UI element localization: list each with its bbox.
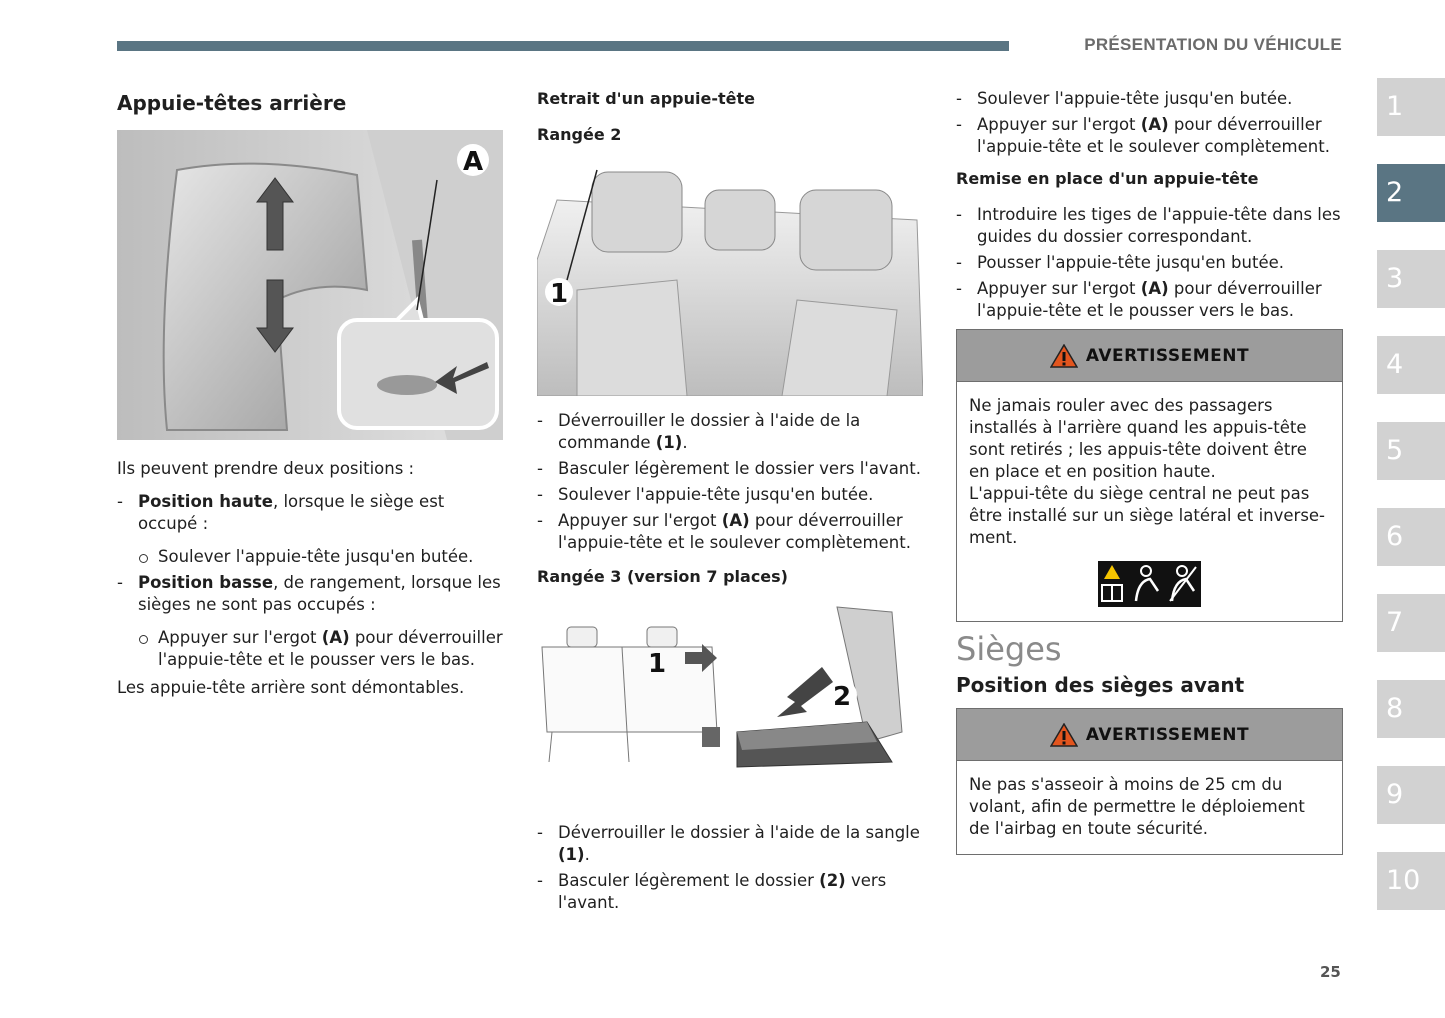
- row-heading: Rangée 3 (version 7 places): [537, 567, 788, 586]
- figure-callout-1: 1: [647, 649, 667, 679]
- row2-steps: [537, 410, 923, 554]
- chapter-title: Sièges: [956, 630, 1062, 668]
- warning-title: AVERTISSEMENT: [1085, 345, 1250, 366]
- warning-box: [956, 708, 1343, 855]
- list-item: - Introduire les tiges de l'appuie-tête dans les guides du dossier correspondant.: [956, 204, 1343, 248]
- figure-callout-a: A: [462, 147, 484, 177]
- section-title: PRÉSENTATION DU VÉHICULE: [1084, 35, 1342, 54]
- list-item: [117, 491, 503, 535]
- header-rule: [117, 41, 1009, 51]
- chapter-tab-6[interactable]: 6: [1377, 508, 1445, 566]
- warning-header: [957, 330, 1342, 382]
- list-item: - Appuyer sur l'ergot (A) pour déverrouiller l'appuie-tête et le soulever complètement.: [537, 510, 923, 554]
- row-heading: Rangée 2: [537, 125, 622, 144]
- bold-term: Position basse: [138, 573, 274, 592]
- chapter-tab-1[interactable]: 1: [1377, 78, 1445, 136]
- section-heading: Position des sièges avant: [956, 673, 1245, 697]
- figure-callout-2: 2: [832, 682, 852, 712]
- warning-body: [957, 761, 1342, 854]
- item-text: , lorsque le siège est occupé :: [138, 492, 445, 533]
- page-number: 25: [1320, 963, 1341, 981]
- chapter-tab-2[interactable]: 2: [1377, 164, 1445, 222]
- chapter-tab-5[interactable]: 5: [1377, 422, 1445, 480]
- warning-triangle-icon: [1050, 723, 1078, 747]
- warning-title: AVERTISSEMENT: [1085, 724, 1250, 745]
- list-item: - Basculer légèrement le dossier vers l'avant.: [537, 458, 923, 480]
- positions-list: [117, 491, 503, 535]
- chapter-tab-9[interactable]: 9: [1377, 766, 1445, 824]
- remise-steps: [956, 204, 1343, 322]
- list-item: Soulever l'appuie-tête jusqu'en butée.: [117, 546, 503, 568]
- chapter-tab-4[interactable]: 4: [1377, 336, 1445, 394]
- list-item: - Déverrouiller le dossier à l'aide de la commande (1).: [537, 410, 923, 454]
- column-2: [537, 88, 923, 918]
- rear-seat-row2-illustration: [537, 160, 923, 396]
- chapter-tab-3[interactable]: 3: [1377, 250, 1445, 308]
- item-text: , de rangement, lorsque les sièges ne sont pas occupés :: [138, 573, 501, 614]
- chapter-tab-8[interactable]: 8: [1377, 680, 1445, 738]
- pictogram-strip: [969, 561, 1330, 607]
- sub-list: [117, 627, 503, 671]
- continued-steps: [956, 88, 1343, 158]
- column-1: [117, 88, 503, 710]
- warning-box: [956, 329, 1343, 622]
- figure-callout-1: 1: [549, 279, 569, 309]
- list-item: - Appuyer sur l'ergot (A) pour déverrouiller l'appuie-tête et le soulever complètement.: [956, 114, 1343, 158]
- list-item: - Pousser l'appuie-tête jusqu'en butée.: [956, 252, 1343, 274]
- list-item: Appuyer sur l'ergot (A) pour déverrouiller l'appuie-tête et le pousser vers le bas.: [117, 627, 503, 671]
- chapter-tab-7[interactable]: 7: [1377, 594, 1445, 652]
- list-item: - Basculer légèrement le dossier (2) vers l'avant.: [537, 870, 923, 914]
- positions-list: [117, 572, 503, 616]
- headrest-illustration: [117, 130, 503, 440]
- subsection-heading: Retrait d'un appuie-tête: [537, 89, 755, 108]
- subsection-heading: Remise en place d'un appuie-tête: [956, 169, 1259, 188]
- warning-text: L'appui-tête du siège central ne peut pas être installé sur un siège latéral et inverse-ment.: [969, 484, 1326, 547]
- list-item: [117, 572, 503, 616]
- closing-text: Les appuie-tête arrière sont démontables.: [117, 678, 465, 697]
- warning-text: Ne jamais rouler avec des passagers installés à l'arrière quand les appuis-tête sont retirés ; les appuis-tête doivent être en place et en position haute.: [969, 396, 1307, 481]
- section-heading: Appuie-têtes arrière: [117, 91, 347, 115]
- warning-text: Ne pas s'asseoir à moins de 25 cm du volant, afin de permettre le déploiement de l'airbag en toute sécurité.: [969, 775, 1305, 838]
- warning-header: [957, 709, 1342, 761]
- rear-seat-row3-illustration: [537, 602, 923, 792]
- list-item: - Soulever l'appuie-tête jusqu'en butée.: [956, 88, 1343, 110]
- list-item: - Soulever l'appuie-tête jusqu'en butée.: [537, 484, 923, 506]
- list-item: - Déverrouiller le dossier à l'aide de la sangle (1).: [537, 822, 923, 866]
- bold-term: Position haute: [138, 492, 273, 511]
- safety-pictograms: [1098, 561, 1201, 607]
- row3-steps: [537, 822, 923, 914]
- chapter-tab-10[interactable]: 10: [1377, 852, 1445, 910]
- column-3: [956, 88, 1343, 855]
- list-item: - Appuyer sur l'ergot (A) pour déverrouiller l'appuie-tête et le pousser vers le bas.: [956, 278, 1343, 322]
- sub-list: [117, 546, 503, 568]
- warning-triangle-icon: [1050, 344, 1078, 368]
- warning-body: [957, 382, 1342, 621]
- intro-text: Ils peuvent prendre deux positions :: [117, 459, 415, 478]
